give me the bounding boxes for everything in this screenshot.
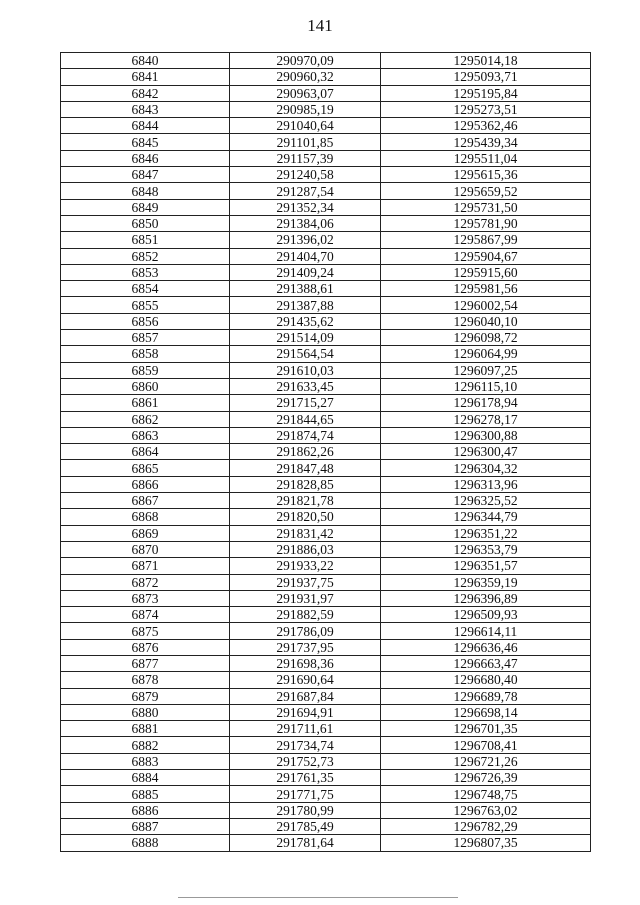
point-number-cell: 6856 (61, 313, 230, 329)
x-coordinate-cell: 291882,59 (230, 607, 381, 623)
y-coordinate-cell: 1296680,40 (381, 672, 591, 688)
y-coordinate-cell: 1296807,35 (381, 835, 591, 851)
point-number-cell: 6876 (61, 639, 230, 655)
table-row (61, 770, 591, 786)
x-coordinate-cell: 291711,61 (230, 721, 381, 737)
point-number-cell: 6867 (61, 493, 230, 509)
table-row (61, 639, 591, 655)
point-number-cell: 6855 (61, 297, 230, 313)
table-row (61, 167, 591, 183)
point-number-cell: 6872 (61, 574, 230, 590)
point-number-cell: 6846 (61, 150, 230, 166)
point-number-cell: 6862 (61, 411, 230, 427)
table-row (61, 704, 591, 720)
y-coordinate-cell: 1296178,94 (381, 395, 591, 411)
table-row (61, 183, 591, 199)
table-row (61, 330, 591, 346)
coordinates-table (60, 52, 591, 852)
table-row (61, 721, 591, 737)
point-number-cell: 6866 (61, 476, 230, 492)
x-coordinate-cell: 291761,35 (230, 770, 381, 786)
y-coordinate-cell: 1296509,93 (381, 607, 591, 623)
table-row (61, 444, 591, 460)
x-coordinate-cell: 291101,85 (230, 134, 381, 150)
x-coordinate-cell: 291610,03 (230, 362, 381, 378)
x-coordinate-cell: 291409,24 (230, 264, 381, 280)
x-coordinate-cell: 291564,54 (230, 346, 381, 362)
y-coordinate-cell: 1295014,18 (381, 53, 591, 69)
table-row (61, 297, 591, 313)
y-coordinate-cell: 1295867,99 (381, 232, 591, 248)
point-number-cell: 6878 (61, 672, 230, 688)
x-coordinate-cell: 291771,75 (230, 786, 381, 802)
x-coordinate-cell: 291690,64 (230, 672, 381, 688)
y-coordinate-cell: 1295615,36 (381, 167, 591, 183)
y-coordinate-cell: 1296701,35 (381, 721, 591, 737)
x-coordinate-cell: 291781,64 (230, 835, 381, 851)
y-coordinate-cell: 1296763,02 (381, 802, 591, 818)
x-coordinate-cell: 291287,54 (230, 183, 381, 199)
table-row (61, 607, 591, 623)
y-coordinate-cell: 1296325,52 (381, 493, 591, 509)
point-number-cell: 6886 (61, 802, 230, 818)
table-row (61, 53, 591, 69)
y-coordinate-cell: 1296353,79 (381, 541, 591, 557)
y-coordinate-cell: 1296351,22 (381, 525, 591, 541)
table-row (61, 134, 591, 150)
y-coordinate-cell: 1296748,75 (381, 786, 591, 802)
x-coordinate-cell: 291844,65 (230, 411, 381, 427)
x-coordinate-cell: 291633,45 (230, 378, 381, 394)
y-coordinate-cell: 1296708,41 (381, 737, 591, 753)
point-number-cell: 6887 (61, 818, 230, 834)
x-coordinate-cell: 291240,58 (230, 167, 381, 183)
point-number-cell: 6859 (61, 362, 230, 378)
y-coordinate-cell: 1295904,67 (381, 248, 591, 264)
x-coordinate-cell: 291396,02 (230, 232, 381, 248)
table-row (61, 802, 591, 818)
table-row (61, 378, 591, 394)
x-coordinate-cell: 291734,74 (230, 737, 381, 753)
table-row (61, 786, 591, 802)
x-coordinate-cell: 291862,26 (230, 444, 381, 460)
y-coordinate-cell: 1296396,89 (381, 590, 591, 606)
y-coordinate-cell: 1296636,46 (381, 639, 591, 655)
y-coordinate-cell: 1296064,99 (381, 346, 591, 362)
x-coordinate-cell: 291040,64 (230, 118, 381, 134)
table-row (61, 248, 591, 264)
table-row (61, 313, 591, 329)
table-row (61, 150, 591, 166)
table-row (61, 427, 591, 443)
table-row (61, 590, 591, 606)
x-coordinate-cell: 291514,09 (230, 330, 381, 346)
point-number-cell: 6884 (61, 770, 230, 786)
y-coordinate-cell: 1295093,71 (381, 69, 591, 85)
y-coordinate-cell: 1296278,17 (381, 411, 591, 427)
table-row (61, 737, 591, 753)
table-row (61, 346, 591, 362)
y-coordinate-cell: 1296726,39 (381, 770, 591, 786)
table-row (61, 264, 591, 280)
y-coordinate-cell: 1296002,54 (381, 297, 591, 313)
x-coordinate-cell: 291737,95 (230, 639, 381, 655)
table-row (61, 476, 591, 492)
table-row (61, 362, 591, 378)
point-number-cell: 6857 (61, 330, 230, 346)
point-number-cell: 6860 (61, 378, 230, 394)
point-number-cell: 6885 (61, 786, 230, 802)
y-coordinate-cell: 1296344,79 (381, 509, 591, 525)
point-number-cell: 6852 (61, 248, 230, 264)
x-coordinate-cell: 290963,07 (230, 85, 381, 101)
y-coordinate-cell: 1295273,51 (381, 101, 591, 117)
point-number-cell: 6840 (61, 53, 230, 69)
x-coordinate-cell: 291387,88 (230, 297, 381, 313)
table-row (61, 509, 591, 525)
point-number-cell: 6880 (61, 704, 230, 720)
point-number-cell: 6868 (61, 509, 230, 525)
x-coordinate-cell: 291780,99 (230, 802, 381, 818)
point-number-cell: 6873 (61, 590, 230, 606)
x-coordinate-cell: 291831,42 (230, 525, 381, 541)
x-coordinate-cell: 291352,34 (230, 199, 381, 215)
x-coordinate-cell: 291157,39 (230, 150, 381, 166)
x-coordinate-cell: 291752,73 (230, 753, 381, 769)
point-number-cell: 6877 (61, 655, 230, 671)
point-number-cell: 6845 (61, 134, 230, 150)
x-coordinate-cell: 291785,49 (230, 818, 381, 834)
point-number-cell: 6842 (61, 85, 230, 101)
table-row (61, 118, 591, 134)
y-coordinate-cell: 1295511,04 (381, 150, 591, 166)
x-coordinate-cell: 291931,97 (230, 590, 381, 606)
table-row (61, 101, 591, 117)
x-coordinate-cell: 290985,19 (230, 101, 381, 117)
y-coordinate-cell: 1295981,56 (381, 281, 591, 297)
x-coordinate-cell: 291384,06 (230, 215, 381, 231)
y-coordinate-cell: 1296040,10 (381, 313, 591, 329)
x-coordinate-cell: 291435,62 (230, 313, 381, 329)
table-row (61, 69, 591, 85)
point-number-cell: 6841 (61, 69, 230, 85)
point-number-cell: 6871 (61, 558, 230, 574)
x-coordinate-cell: 291388,61 (230, 281, 381, 297)
table-row (61, 753, 591, 769)
y-coordinate-cell: 1296721,26 (381, 753, 591, 769)
point-number-cell: 6879 (61, 688, 230, 704)
table-row (61, 411, 591, 427)
y-coordinate-cell: 1295781,90 (381, 215, 591, 231)
table-row (61, 460, 591, 476)
table-row (61, 541, 591, 557)
y-coordinate-cell: 1296304,32 (381, 460, 591, 476)
x-coordinate-cell: 291698,36 (230, 655, 381, 671)
coordinates-table-body (61, 53, 591, 852)
page-number: 141 (307, 16, 333, 35)
table-row (61, 835, 591, 851)
point-number-cell: 6851 (61, 232, 230, 248)
table-row (61, 655, 591, 671)
point-number-cell: 6849 (61, 199, 230, 215)
point-number-cell: 6865 (61, 460, 230, 476)
point-number-cell: 6863 (61, 427, 230, 443)
point-number-cell: 6874 (61, 607, 230, 623)
point-number-cell: 6858 (61, 346, 230, 362)
table-row (61, 215, 591, 231)
table-row (61, 232, 591, 248)
point-number-cell: 6847 (61, 167, 230, 183)
table-row (61, 818, 591, 834)
x-coordinate-cell: 291715,27 (230, 395, 381, 411)
y-coordinate-cell: 1296313,96 (381, 476, 591, 492)
table-row (61, 672, 591, 688)
point-number-cell: 6869 (61, 525, 230, 541)
x-coordinate-cell: 291933,22 (230, 558, 381, 574)
point-number-cell: 6843 (61, 101, 230, 117)
point-number-cell: 6888 (61, 835, 230, 851)
x-coordinate-cell: 291687,84 (230, 688, 381, 704)
x-coordinate-cell: 290960,32 (230, 69, 381, 85)
y-coordinate-cell: 1295439,34 (381, 134, 591, 150)
y-coordinate-cell: 1295731,50 (381, 199, 591, 215)
table-row (61, 558, 591, 574)
y-coordinate-cell: 1296115,10 (381, 378, 591, 394)
x-coordinate-cell: 291786,09 (230, 623, 381, 639)
table-row (61, 623, 591, 639)
point-number-cell: 6848 (61, 183, 230, 199)
x-coordinate-cell: 291937,75 (230, 574, 381, 590)
y-coordinate-cell: 1295195,84 (381, 85, 591, 101)
y-coordinate-cell: 1296698,14 (381, 704, 591, 720)
table-row (61, 525, 591, 541)
x-coordinate-cell: 291847,48 (230, 460, 381, 476)
point-number-cell: 6844 (61, 118, 230, 134)
y-coordinate-cell: 1296097,25 (381, 362, 591, 378)
table-row (61, 85, 591, 101)
x-coordinate-cell: 291404,70 (230, 248, 381, 264)
x-coordinate-cell: 291874,74 (230, 427, 381, 443)
point-number-cell: 6875 (61, 623, 230, 639)
y-coordinate-cell: 1296782,29 (381, 818, 591, 834)
x-coordinate-cell: 291820,50 (230, 509, 381, 525)
point-number-cell: 6864 (61, 444, 230, 460)
table-row (61, 281, 591, 297)
y-coordinate-cell: 1296689,78 (381, 688, 591, 704)
y-coordinate-cell: 1296614,11 (381, 623, 591, 639)
x-coordinate-cell: 291828,85 (230, 476, 381, 492)
y-coordinate-cell: 1296098,72 (381, 330, 591, 346)
y-coordinate-cell: 1296300,47 (381, 444, 591, 460)
y-coordinate-cell: 1296663,47 (381, 655, 591, 671)
point-number-cell: 6881 (61, 721, 230, 737)
y-coordinate-cell: 1295659,52 (381, 183, 591, 199)
y-coordinate-cell: 1296300,88 (381, 427, 591, 443)
y-coordinate-cell: 1295915,60 (381, 264, 591, 280)
point-number-cell: 6850 (61, 215, 230, 231)
table-row (61, 493, 591, 509)
x-coordinate-cell: 290970,09 (230, 53, 381, 69)
point-number-cell: 6854 (61, 281, 230, 297)
table-row (61, 574, 591, 590)
x-coordinate-cell: 291886,03 (230, 541, 381, 557)
point-number-cell: 6870 (61, 541, 230, 557)
x-coordinate-cell: 291821,78 (230, 493, 381, 509)
table-row (61, 199, 591, 215)
point-number-cell: 6883 (61, 753, 230, 769)
x-coordinate-cell: 291694,91 (230, 704, 381, 720)
point-number-cell: 6853 (61, 264, 230, 280)
point-number-cell: 6861 (61, 395, 230, 411)
table-row (61, 688, 591, 704)
table-row (61, 395, 591, 411)
y-coordinate-cell: 1295362,46 (381, 118, 591, 134)
y-coordinate-cell: 1296359,19 (381, 574, 591, 590)
y-coordinate-cell: 1296351,57 (381, 558, 591, 574)
page-divider (178, 897, 458, 898)
point-number-cell: 6882 (61, 737, 230, 753)
